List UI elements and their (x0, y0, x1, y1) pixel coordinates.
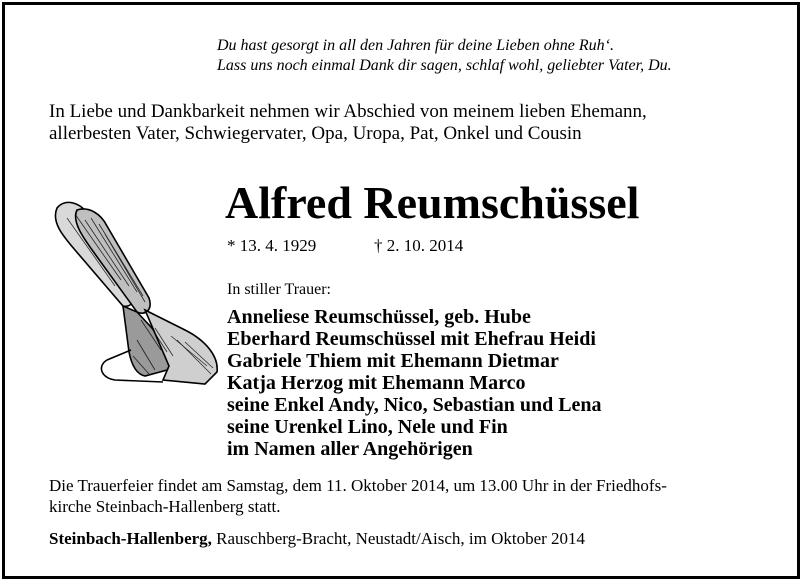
place-rest: Rauschberg-Bracht, Neustadt/Aisch, im Oktober 2014 (211, 529, 586, 548)
mourner-line: seine Urenkel Lino, Nele und Fin (227, 416, 508, 438)
poem (217, 36, 672, 76)
life-dates (227, 235, 464, 257)
intro-text (49, 101, 647, 145)
funeral-info (49, 475, 667, 517)
obituary-notice (2, 2, 800, 579)
deceased-name: Alfred Reumschüssel (225, 177, 640, 228)
funeral-line-1: Die Trauerfeier findet am Samstag, dem 11. Oktober 2014, um 13.00 Uhr in der Friedhofs- (49, 476, 667, 495)
mourning-label: In stiller Trauer: (227, 281, 331, 298)
mourner-line: Anneliese Reumschüssel, geb. Hube (227, 306, 531, 328)
place-and-date (49, 528, 585, 549)
death-date: † 2. 10. 2014 (374, 236, 464, 255)
funeral-line-2: kirche Steinbach-Hallenberg statt. (49, 497, 281, 516)
place-name: Steinbach-Hallenberg, (49, 529, 212, 548)
mourner-line: seine Enkel Andy, Nico, Sebastian und Lena (227, 394, 602, 416)
mourner-line: Katja Herzog mit Ehemann Marco (227, 372, 526, 394)
mourner-line: Gabriele Thiem mit Ehemann Dietmar (227, 350, 559, 372)
mourner-line: Eberhard Reumschüssel mit Ehefrau Heidi (227, 328, 596, 350)
praying-hands-icon (45, 190, 225, 390)
birth-date: * 13. 4. 1929 (227, 236, 317, 255)
intro-line-2: allerbesten Vater, Schwiegervater, Opa, Uropa, Pat, Onkel und Cousin (49, 123, 582, 144)
poem-line-2: Lass uns noch einmal Dank dir sagen, schlaf wohl, geliebter Vater, Du. (217, 57, 672, 74)
intro-line-1: In Liebe und Dankbarkeit nehmen wir Abschied von meinem lieben Ehemann, (49, 101, 647, 122)
mourner-line: im Namen aller Angehörigen (227, 438, 473, 460)
poem-line-1: Du hast gesorgt in all den Jahren für deine Lieben ohne Ruh‘. (217, 37, 614, 54)
mourners-list (227, 306, 602, 460)
